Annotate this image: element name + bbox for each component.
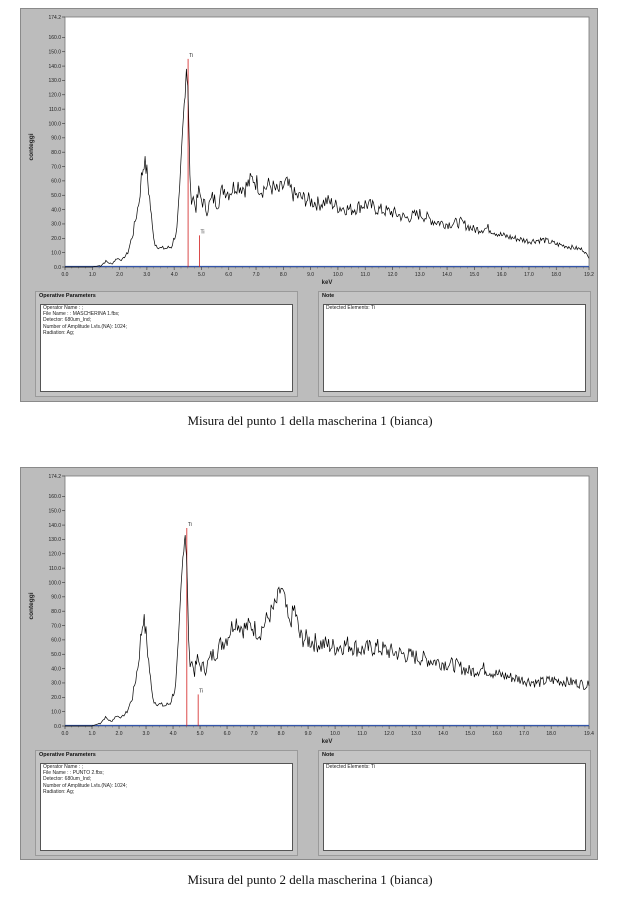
x-tick-label: 15.0 xyxy=(469,272,480,278)
x-tick-label: 0.0 xyxy=(61,731,69,737)
y-tick-label: 120.0 xyxy=(48,92,61,99)
figure-caption-1: Misura del punto 1 della mascherina 1 (bianca) xyxy=(187,413,433,428)
detected-elements-line: Detected Elements: Ti xyxy=(326,305,375,311)
y-tick-label: 10.0 xyxy=(51,709,61,716)
y-tick-label: 0.0 xyxy=(54,723,61,730)
x-tick-label: 5.0 xyxy=(196,731,204,737)
spectrum-chart-2 xyxy=(21,468,599,750)
x-tick-label: 17.0 xyxy=(519,731,530,737)
x-tick-label: 12.0 xyxy=(387,272,398,278)
operator-name-line: Operator Name : ; xyxy=(43,305,84,311)
y-tick-label: 110.0 xyxy=(48,565,61,572)
y-tick-label: 70.0 xyxy=(51,164,61,171)
y-tick-label: 60.0 xyxy=(51,637,61,644)
y-tick-label: 90.0 xyxy=(51,594,61,601)
note-title: Note xyxy=(322,293,335,299)
x-tick-label: 3.0 xyxy=(142,731,150,737)
peak-marker-label: Ti xyxy=(189,52,194,59)
x-tick-label: 8.0 xyxy=(279,272,287,278)
x-tick-label: 6.0 xyxy=(225,272,233,278)
x-tick-label: 9.0 xyxy=(307,272,315,278)
detector-line: Detector: 680um_Ind; xyxy=(43,317,92,324)
note-box-1 xyxy=(318,291,591,397)
y-tick-label: 100.0 xyxy=(48,121,61,128)
y-tick-label: 150.0 xyxy=(48,49,61,56)
x-tick-label: 14.0 xyxy=(442,272,452,278)
operative-parameters-text xyxy=(40,304,293,392)
x-tick-label: 10.0 xyxy=(333,272,343,278)
x-tick-label: 9.0 xyxy=(304,731,312,737)
y-tick-label: 160.0 xyxy=(48,494,61,501)
x-tick-label: 0.0 xyxy=(61,272,69,278)
y-tick-label: 20.0 xyxy=(51,236,61,243)
detected-elements-line: Detected Elements: Ti xyxy=(326,764,375,770)
operative-parameters-title: Operative Parameters xyxy=(39,752,96,758)
x-tick-label: 3.0 xyxy=(143,272,151,278)
y-tick-label: 160.0 xyxy=(48,35,61,42)
y-tick-label: 50.0 xyxy=(51,193,61,200)
x-axis-label: keV xyxy=(321,280,333,286)
y-tick-label: 174.2 xyxy=(48,14,61,21)
x-tick-label: 15.0 xyxy=(465,731,476,737)
x-tick-label: 16.0 xyxy=(492,731,503,737)
peak-marker-label: Ti xyxy=(199,688,204,695)
x-tick-label: 17.0 xyxy=(524,272,534,278)
x-tick-label: 19.4 xyxy=(584,731,594,737)
x-axis-label: keV xyxy=(321,739,333,745)
radiation-line: Radiation: Ag; xyxy=(43,329,75,336)
x-tick-label: 13.0 xyxy=(411,731,422,737)
plot-area xyxy=(65,17,589,267)
y-tick-label: 80.0 xyxy=(51,149,61,156)
y-tick-label: 0.0 xyxy=(54,264,61,271)
x-tick-label: 1.0 xyxy=(88,272,96,278)
y-tick-label: 130.0 xyxy=(48,537,61,544)
x-tick-label: 16.0 xyxy=(496,272,507,278)
y-tick-label: 50.0 xyxy=(51,652,61,659)
x-tick-label: 4.0 xyxy=(169,731,177,737)
y-tick-label: 140.0 xyxy=(48,522,61,529)
x-tick-label: 10.0 xyxy=(330,731,340,737)
x-tick-label: 6.0 xyxy=(223,731,231,737)
note-text xyxy=(323,304,586,392)
operative-parameters-box-1 xyxy=(35,291,298,397)
x-tick-label: 18.0 xyxy=(551,272,562,278)
y-tick-label: 40.0 xyxy=(51,207,61,214)
amplitude-levels-line: Number of Amplitude Lvls.(NA): 1024; xyxy=(43,782,127,789)
operator-name-line: Operator Name : ; xyxy=(43,764,84,770)
y-tick-label: 40.0 xyxy=(51,666,61,673)
spectrum-chart-1 xyxy=(21,9,599,291)
x-tick-label: 13.0 xyxy=(414,272,425,278)
amplitude-levels-line: Number of Amplitude Lvls.(NA): 1024; xyxy=(43,323,127,330)
x-tick-label: 14.0 xyxy=(438,731,449,737)
x-tick-label: 18.0 xyxy=(546,731,557,737)
x-tick-label: 2.0 xyxy=(116,272,124,278)
operative-parameters-box-2 xyxy=(35,750,298,856)
y-tick-label: 30.0 xyxy=(51,680,61,687)
x-tick-label: 8.0 xyxy=(277,731,285,737)
plot-area xyxy=(65,476,589,726)
radiation-line: Radiation: Ag; xyxy=(43,788,75,795)
y-tick-label: 30.0 xyxy=(51,221,61,228)
y-tick-label: 120.0 xyxy=(48,551,61,558)
y-tick-label: 60.0 xyxy=(51,178,61,185)
y-tick-label: 80.0 xyxy=(51,608,61,615)
operative-parameters-title: Operative Parameters xyxy=(39,293,96,299)
y-axis-label: conteggi xyxy=(28,133,35,161)
spectrum-panel-2 xyxy=(20,467,598,860)
x-tick-label: 19.2 xyxy=(584,272,594,278)
note-box-2 xyxy=(318,750,591,856)
y-tick-label: 130.0 xyxy=(48,78,61,85)
y-tick-label: 20.0 xyxy=(51,695,61,702)
x-tick-label: 12.0 xyxy=(384,731,394,737)
peak-marker-label: Ti xyxy=(200,229,205,236)
y-tick-label: 90.0 xyxy=(51,135,61,142)
x-tick-label: 1.0 xyxy=(88,731,96,737)
note-title: Note xyxy=(322,752,335,758)
x-tick-label: 7.0 xyxy=(252,272,260,278)
spectrum-panel-1 xyxy=(20,8,598,402)
y-tick-label: 70.0 xyxy=(51,623,61,630)
file-name-line: File Name : : PUNTO 2.fbs; xyxy=(43,770,104,777)
y-tick-label: 174.2 xyxy=(48,473,61,480)
file-name-line: File Name : : MASCHERINA 1.fbs; xyxy=(43,311,120,318)
operative-parameters-text xyxy=(40,763,293,851)
x-tick-label: 4.0 xyxy=(170,272,178,278)
y-tick-label: 10.0 xyxy=(51,250,61,257)
y-tick-label: 150.0 xyxy=(48,508,61,515)
y-tick-label: 110.0 xyxy=(48,106,61,113)
y-tick-label: 100.0 xyxy=(48,580,61,587)
x-tick-label: 11.0 xyxy=(357,731,367,737)
peak-marker-label: Ti xyxy=(187,521,192,528)
y-tick-label: 140.0 xyxy=(48,63,61,70)
figure-caption-2: Misura del punto 2 della mascherina 1 (bianca) xyxy=(187,872,433,887)
x-tick-label: 7.0 xyxy=(250,731,258,737)
x-tick-label: 5.0 xyxy=(197,272,205,278)
x-tick-label: 11.0 xyxy=(360,272,370,278)
y-axis-label: conteggi xyxy=(28,592,35,620)
detector-line: Detector: 680um_Ind; xyxy=(43,776,92,783)
x-tick-label: 2.0 xyxy=(115,731,123,737)
note-text xyxy=(323,763,586,851)
